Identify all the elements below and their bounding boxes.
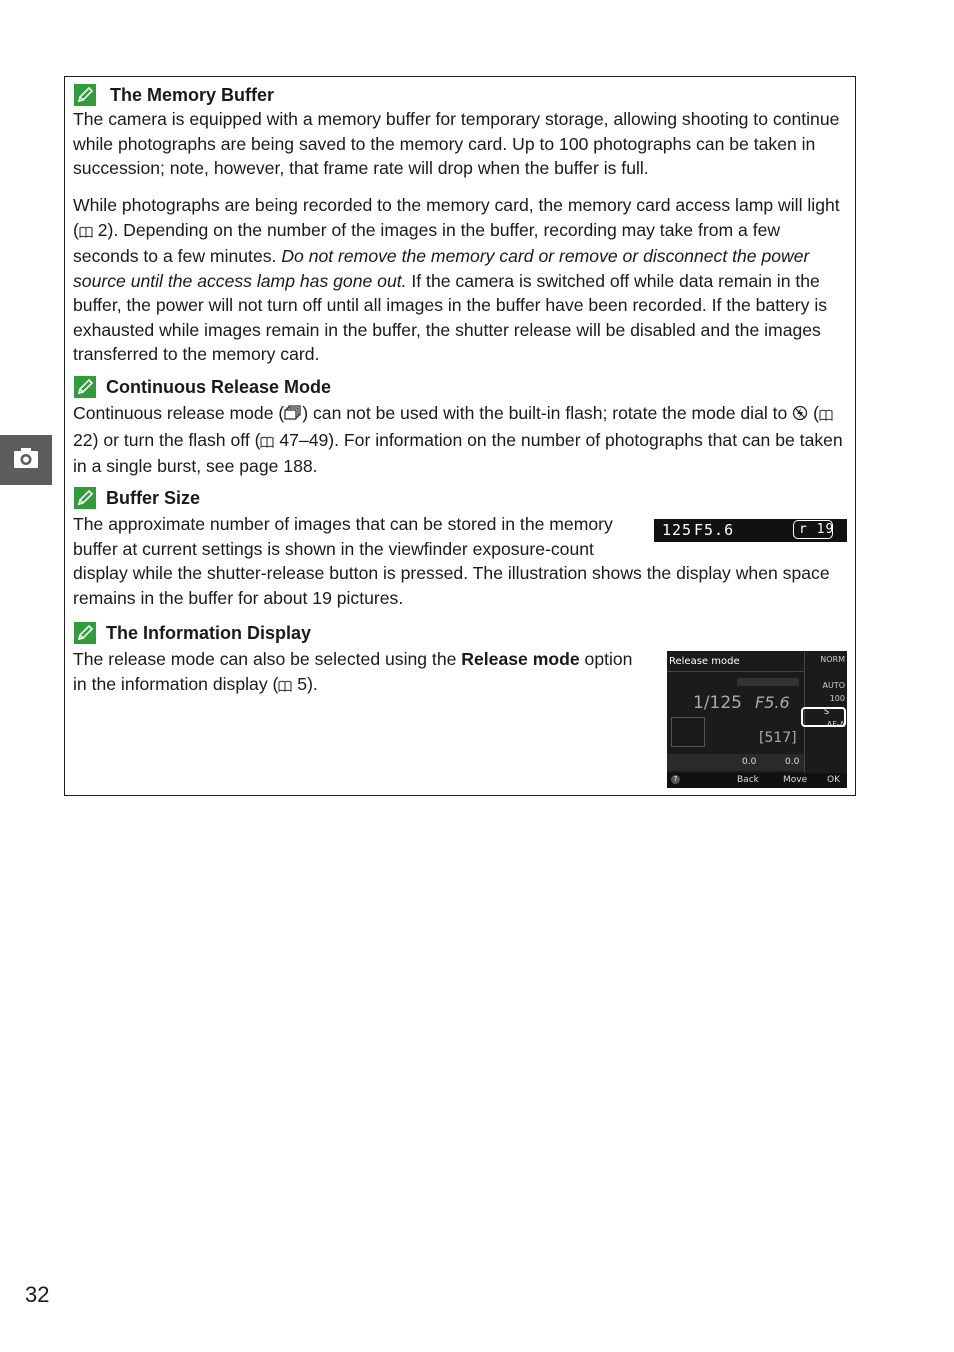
memory-buffer-para-2: While photographs are being recorded to the memory card, the memory card access lamp will light ( 2). Depending on the number of the images in the buffer, recording may take from a few seconds to a few minutes. Do not remove the memory card or remove or disconnect the power source until the access lamp has gone out. If the camera is switched off while data remain in the buffer, the power will not turn off until all images in the buffer have been recorded. If the battery is exhausted while images remain in the buffer, the shutter release will be disabled and the images transferred to the memory card. <box>73 195 840 364</box>
continuous-release-para: Continuous release mode ( ) can not be used with the built-in flash; rotate the mode dial to ( 22) or turn the flash off ( 47–49). For information on the number of photographs that can be taken in a single burst, see page 188. <box>73 403 843 476</box>
book-icon <box>278 674 292 699</box>
continuous-release-icon <box>284 403 302 428</box>
pencil-icon <box>74 84 96 106</box>
section-tab <box>0 435 52 485</box>
book-icon <box>79 220 93 245</box>
flash-comp: 0.0 <box>785 757 800 767</box>
note-title-information-display: The Information Display <box>74 622 311 644</box>
screen-right-column: NORM AUTO 100 S AF-A <box>820 655 845 729</box>
screen-title: Release mode <box>669 656 740 667</box>
exposure-comp: 0.0 <box>742 757 757 767</box>
screen-aperture: F5.6 <box>755 693 790 712</box>
information-display-screen: Release mode 1/125 F5.6 [517] NORM AUTO 100 S AF-A 0.0 0.0 ? Back Move OK <box>667 651 847 788</box>
note-title-buffer-size: Buffer Size <box>74 487 200 509</box>
viewfinder-display: 125 F5.6 r 19 <box>654 519 847 542</box>
book-icon <box>819 403 833 428</box>
screen-count: [517] <box>759 730 797 746</box>
release-mode-highlight <box>801 707 846 727</box>
pencil-icon <box>74 487 96 509</box>
memory-buffer-para-1: The camera is equipped with a memory buffer for temporary storage, allowing shooting to continue while photographs are being saved to the memory card. Up to 100 photographs can be taken in succession; note, however, that frame rate will drop when the buffer is full. <box>73 109 840 178</box>
flash-off-icon <box>792 403 808 428</box>
camera-icon <box>13 447 39 474</box>
page-number: 32 <box>25 1282 50 1307</box>
book-icon <box>260 430 274 455</box>
pencil-icon <box>74 622 96 644</box>
note-title-continuous-release: Continuous Release Mode <box>74 376 331 398</box>
auto-area-icon <box>671 717 705 747</box>
help-icon: ? <box>671 775 680 784</box>
information-display-para: The release mode can also be selected using the Release mode option in the information display ( 5). <box>73 647 633 698</box>
pencil-icon <box>74 376 96 398</box>
note-title-memory-buffer: The Memory Buffer <box>74 84 274 106</box>
screen-shutter: 1/125 <box>693 693 742 713</box>
buffer-size-para: The approximate number of images that can be stored in the memory buffer at current settings is shown in the viewfinder exposure-count display while the shutter-release button is pressed. The illustration shows the display when space remains in the buffer for about 19 pictures. <box>73 514 830 608</box>
